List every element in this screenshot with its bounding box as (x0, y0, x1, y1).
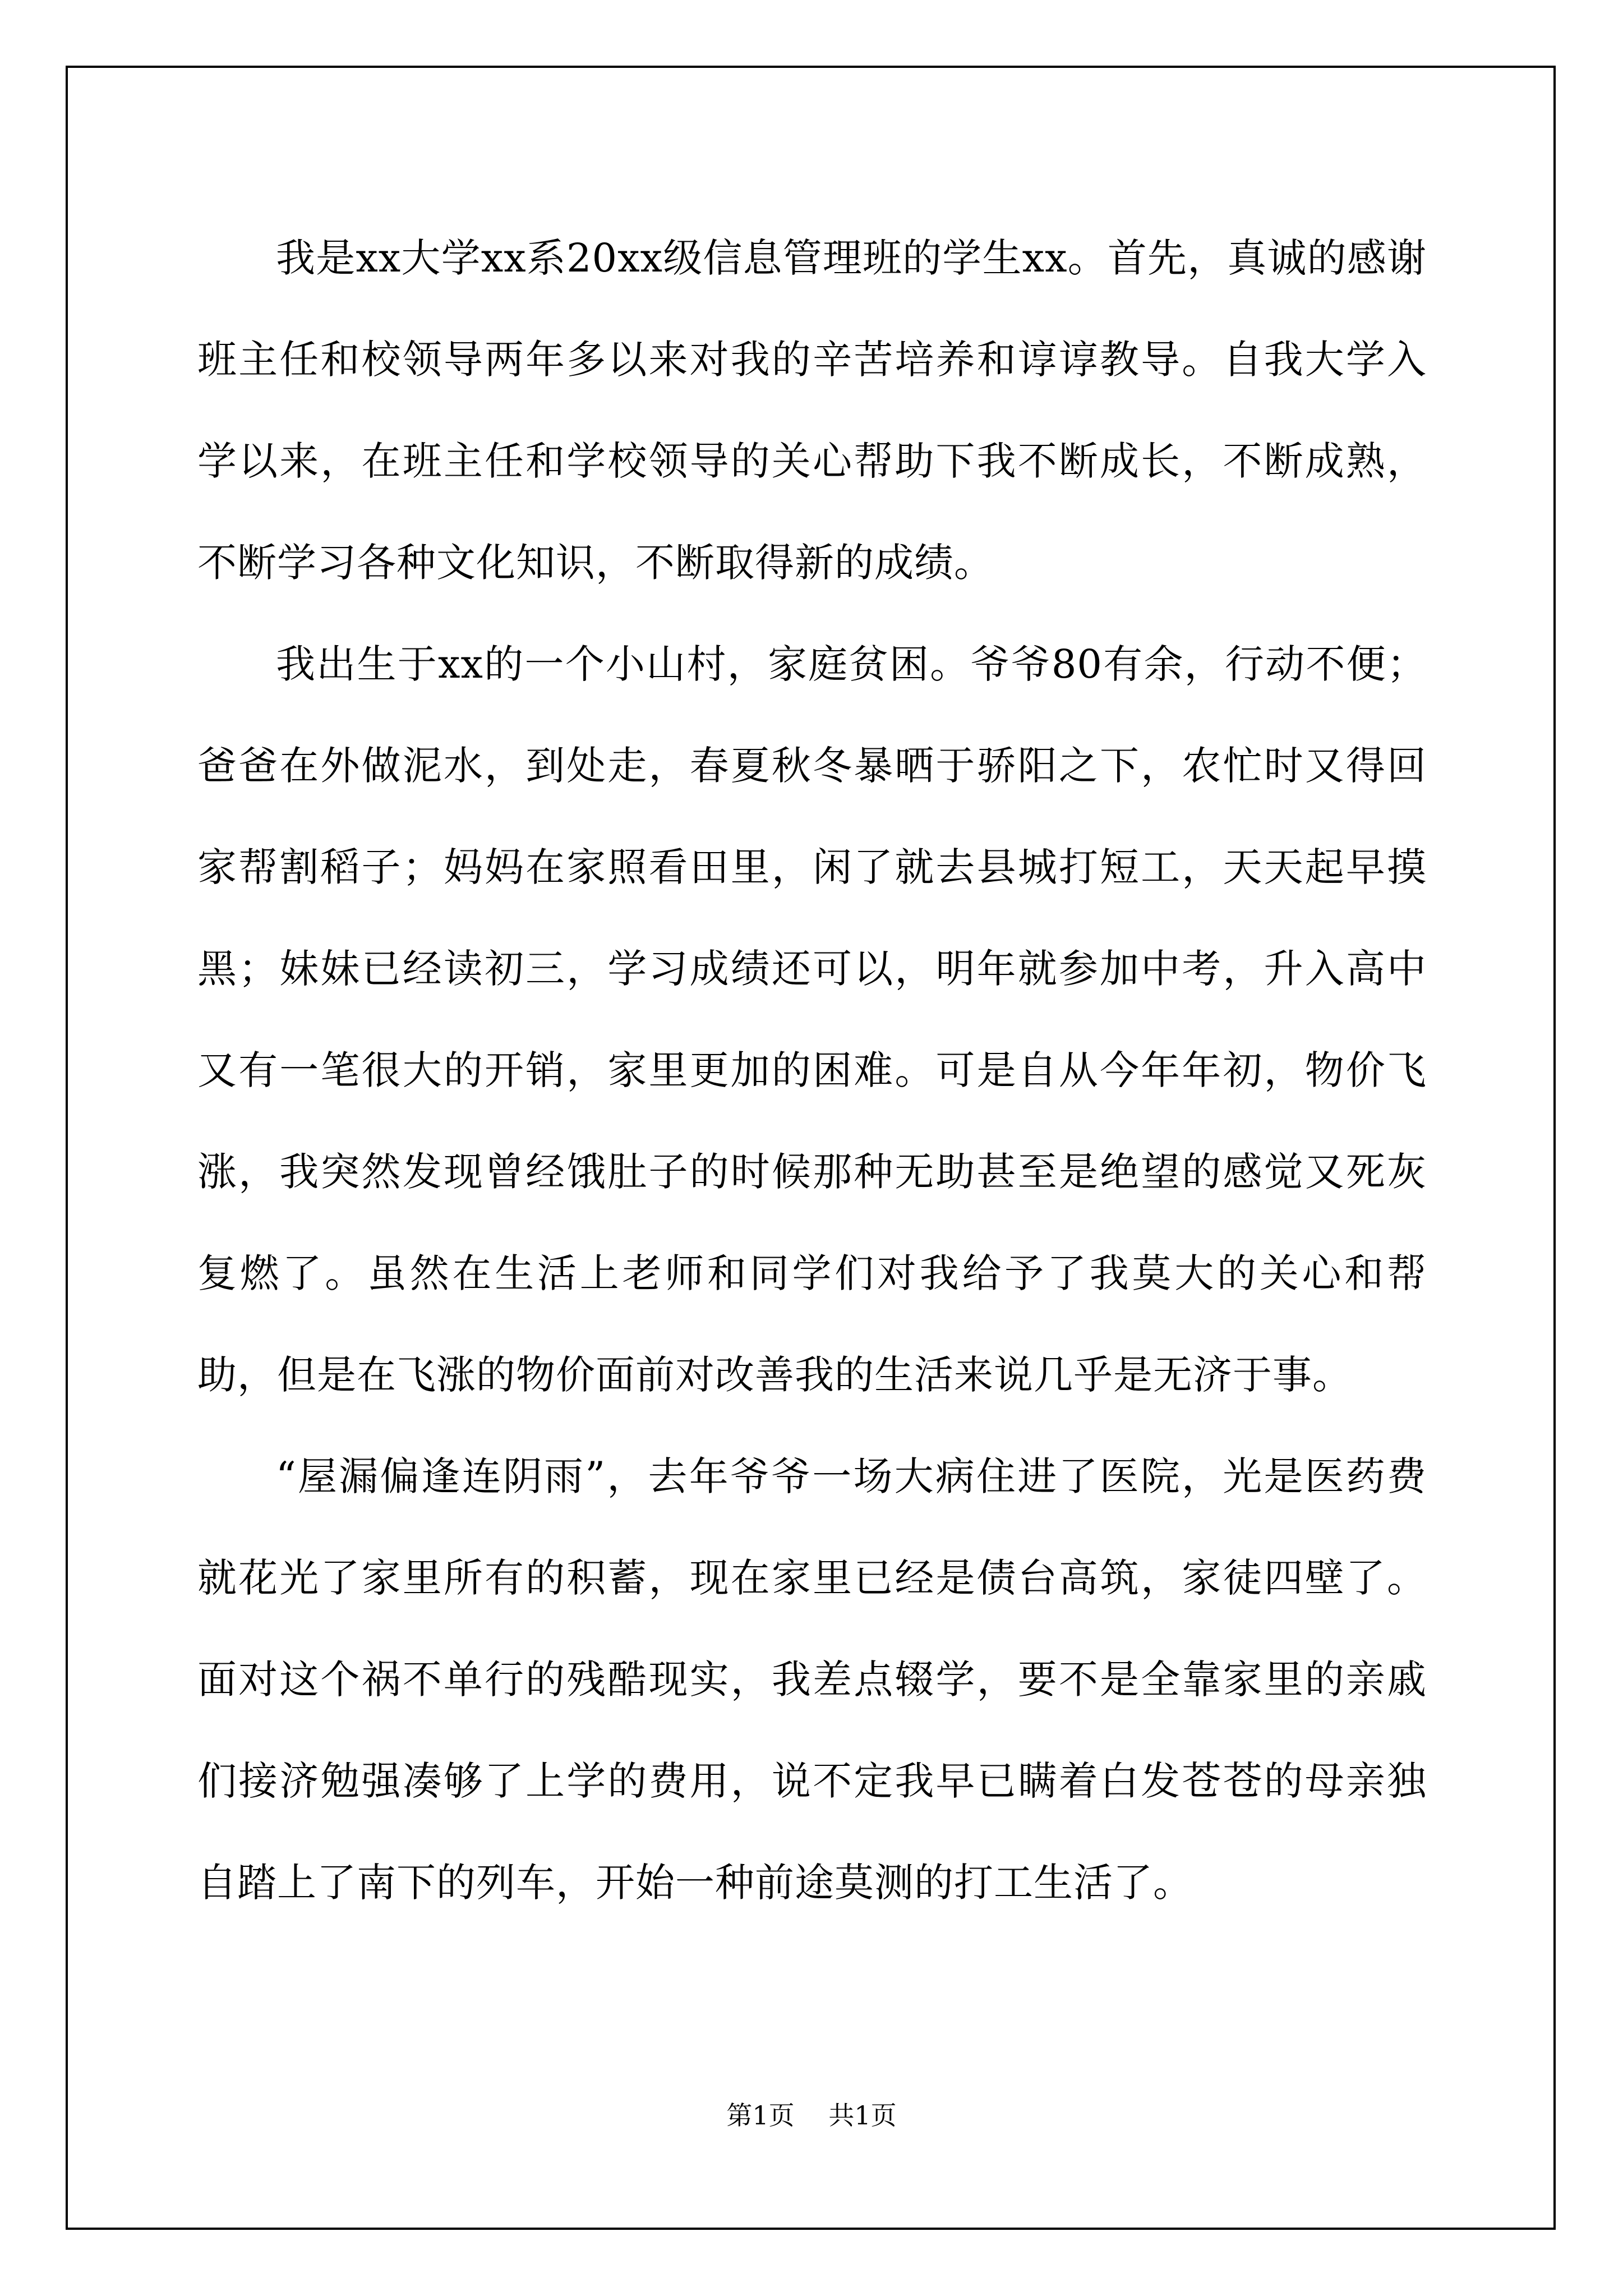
document-body (197, 208, 1427, 1934)
paragraph-3: “屋漏偏逢连阴雨”，去年爷爷一场大病住进了医院，光是医药费就花光了家里所有的积蓄，现在家里已经是债台高筑，家徒四壁了。面对这个祸不单行的残酷现实，我差点辍学，要不是全靠家里的亲戚们接济勉强凑够了上学的费用，说不定我早已瞒着白发苍苍的母亲独自踏上了南下的列车，开始一种前途莫测的打工生活了。 (197, 1453, 1427, 1906)
paragraph-2: 我出生于xx的一个小山村，家庭贫困。爷爷80有余，行动不便；爸爸在外做泥水，到处走，春夏秋冬暴晒于骄阳之下，农忙时又得回家帮割稻子；妈妈在家照看田里，闲了就去县城打短工，天天起早摸黑；妹妹已经读初三，学习成绩还可以，明年就参加中考，升入高中又有一笔很大的开销，家里更加的困难。可是自从今年年初，物价飞涨，我突然发现曾经饿肚子的时候那种无助甚至是绝望的感觉又死灰复燃了。虽然在生活上老师和同学们对我给予了我莫大的关心和帮助，但是在飞涨的物价面前对改善我的生活来说几乎是无济于事。 (197, 641, 1427, 1398)
paragraph-1: 我是xx大学xx系20xx级信息管理班的学生xx。首先，真诚的感谢班主任和校领导两年多以来对我的辛苦培养和谆谆教导。自我大学入学以来，在班主任和学校领导的关心帮助下我不断成长，不断成熟，不断学习各种文化知识，不断取得新的成绩。 (197, 235, 1427, 586)
page-number-total: 共1页 (828, 2100, 897, 2131)
page-number-current: 第1页 (726, 2100, 795, 2131)
page-footer (0, 2095, 1623, 2132)
